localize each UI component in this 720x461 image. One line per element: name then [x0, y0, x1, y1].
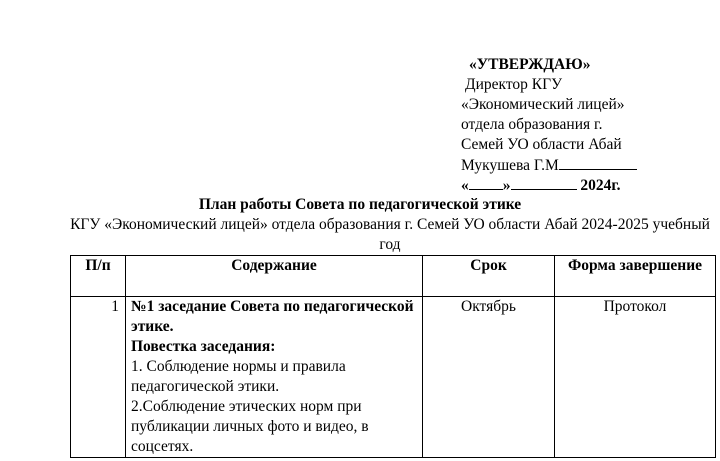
row-num: 1: [71, 297, 126, 458]
approval-block: [461, 55, 716, 195]
header-term: Срок: [423, 256, 555, 297]
plan-subtitle: КГУ «Экономический лицей» отдела образования г. Семей УО области Абай 2024-2025 учебный год: [70, 216, 710, 253]
header-num: П/п: [71, 256, 126, 297]
approval-date-line: [461, 175, 716, 195]
approval-position: Директор КГУ: [465, 76, 563, 93]
agenda-item-1: 1. Соблюдение нормы и правила педагогической этики.: [131, 358, 346, 395]
table-row: [71, 297, 716, 458]
signature-blank: [559, 155, 637, 170]
approval-organization: «Экономический лицей»: [461, 96, 625, 113]
plan-table: [70, 255, 716, 458]
date-day-blank: [469, 175, 503, 190]
table-header-row: [71, 256, 716, 297]
date-year: 2024г.: [580, 177, 621, 194]
approval-region: Семей УО области Абай: [461, 136, 622, 153]
agenda-label: Повестка заседания:: [131, 338, 276, 355]
approval-signature-line: [461, 155, 716, 175]
date-close-quote: »: [502, 177, 511, 194]
date-open-quote: «: [461, 177, 469, 194]
plan-title: План работы Совета по педагогической этике: [198, 196, 522, 213]
row-term: Октябрь: [423, 297, 555, 458]
row-form: Протокол: [555, 297, 716, 458]
approval-department: отдела образования г.: [461, 116, 603, 133]
approval-title: «УТВЕРЖДАЮ»: [469, 56, 591, 73]
agenda-item-2: 2.Соблюдение этических норм при публикации личных фото и видео, в соцсетях.: [131, 398, 369, 455]
approval-director-name: Мукушева Г.М: [461, 157, 559, 174]
header-content: Содержание: [126, 256, 423, 297]
meeting-title: №1 заседание Совета по педагогической этике.: [131, 298, 414, 335]
header-form: Форма завершение: [555, 256, 716, 297]
date-month-blank: [511, 175, 577, 190]
row-content: [126, 297, 423, 458]
